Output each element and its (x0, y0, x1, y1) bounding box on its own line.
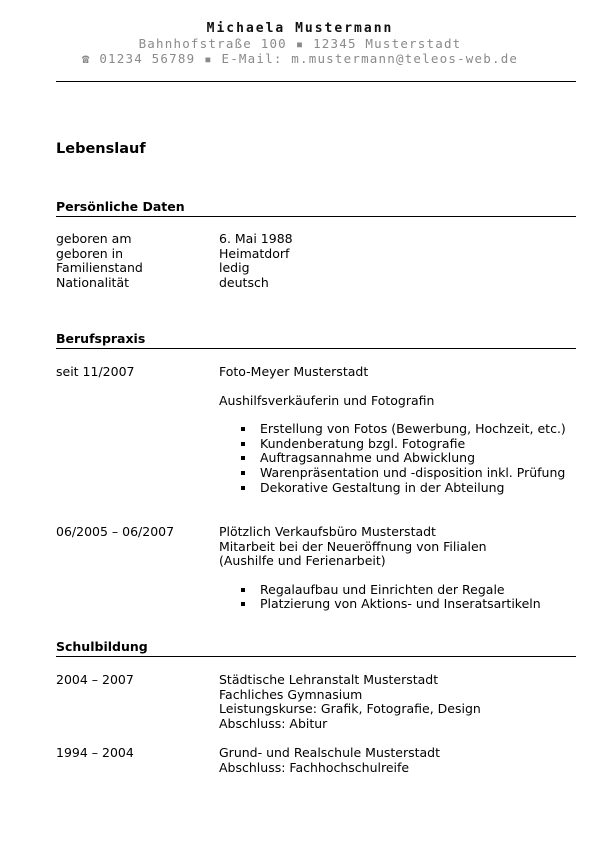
label-birthplace: geboren in (56, 245, 124, 261)
entry-details (219, 525, 576, 612)
applicant-contact: 01234 56789 ▪ E-Mail: m.mustermann@teleos-web.de (99, 51, 519, 66)
entry-date: 2004 – 2007 (56, 672, 134, 687)
section-heading-personal (56, 200, 576, 217)
bullet-icon (241, 471, 245, 475)
entry-line: Fachliches Gymnasium (219, 686, 363, 702)
value-marital-status: ledig (219, 260, 250, 275)
header-divider (56, 81, 576, 82)
task-list (219, 422, 576, 496)
list-item: Auftragsannahme und Abwicklung (219, 451, 576, 466)
work-entry (56, 365, 576, 500)
section-heading-work (56, 332, 576, 349)
bullet-icon (241, 427, 245, 431)
entry-details (219, 365, 576, 496)
entry-company: Plötzlich Verkaufsbüro Musterstadt (219, 524, 436, 539)
section-heading-school (56, 640, 576, 657)
list-item: Erstellung von Fotos (Bewerbung, Hochzeit, etc.) (219, 422, 576, 437)
applicant-contact-line (0, 51, 600, 66)
phone-icon: ☎ (81, 51, 91, 66)
school-entry (56, 673, 576, 733)
list-item: Regalaufbau und Einrichten der Regale (219, 583, 576, 598)
entry-date: 1994 – 2004 (56, 745, 134, 760)
list-item: Dekorative Gestaltung in der Abteilung (219, 481, 576, 496)
entry-line: Mitarbeit bei der Neueröffnung von Filialen (219, 538, 487, 554)
entry-line: Abschluss: Fachhochschulreife (219, 759, 410, 775)
value-birthdate: 6. Mai 1988 (219, 231, 293, 246)
entry-date: 06/2005 – 06/2007 (56, 524, 175, 539)
section-title: Berufspraxis (56, 331, 146, 346)
entry-line: Städtische Lehranstalt Musterstadt (219, 672, 439, 687)
personal-values (219, 232, 576, 290)
entry-details (219, 746, 576, 775)
task-list (219, 583, 576, 612)
label-nationality: Nationalität (56, 274, 130, 290)
personal-labels (56, 232, 216, 290)
value-nationality: deutsch (219, 274, 269, 290)
list-item: Platzierung von Aktions- und Inseratsartikeln (219, 597, 576, 612)
section-title: Schulbildung (56, 639, 148, 654)
label-birthdate: geboren am (56, 231, 132, 246)
entry-role: Aushilfsverkäuferin und Fotografin (219, 392, 435, 408)
list-item: Kundenberatung bzgl. Fotografie (219, 437, 576, 452)
bullet-icon (241, 588, 245, 592)
entry-date: seit 11/2007 (56, 364, 135, 379)
list-item: Warenpräsentation und -disposition inkl. Prüfung (219, 466, 576, 481)
entry-line: Leistungskurse: Grafik, Fotografie, Design (219, 701, 481, 716)
entry-line: Abschluss: Abitur (219, 715, 328, 731)
bullet-icon (241, 442, 245, 446)
applicant-name: Michaela Mustermann (206, 21, 394, 36)
work-entry (56, 525, 576, 615)
entry-company: Foto-Meyer Musterstadt (219, 364, 369, 379)
applicant-address: Bahnhofstraße 100 ▪ 12345 Musterstadt (138, 36, 462, 51)
label-marital-status: Familienstand (56, 260, 143, 275)
school-entry (56, 746, 576, 776)
document-title: Lebenslauf (56, 141, 146, 157)
bullet-icon (241, 456, 245, 460)
bullet-icon (241, 602, 245, 606)
letterhead (0, 21, 600, 66)
personal-data-block (56, 232, 576, 292)
section-title: Persönliche Daten (56, 199, 185, 214)
entry-line: Grund- und Realschule Musterstadt (219, 745, 441, 760)
value-birthplace: Heimatdorf (219, 245, 290, 261)
entry-details (219, 673, 576, 731)
entry-line: (Aushilfe und Ferienarbeit) (219, 553, 386, 568)
bullet-icon (241, 486, 245, 490)
